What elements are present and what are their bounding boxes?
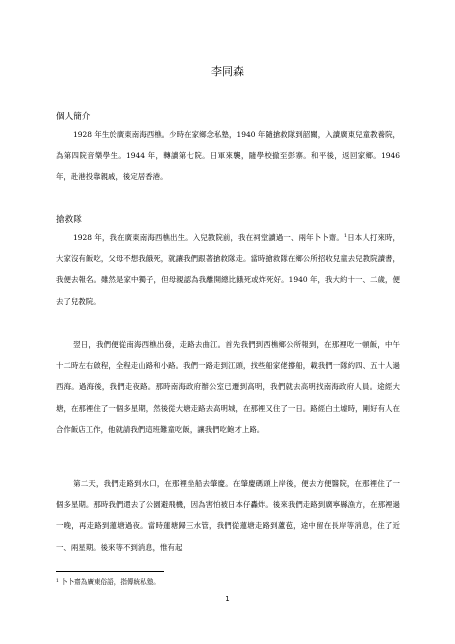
footnote-text: 卜卜齋為廣東俗語，指傳統私塾。 bbox=[60, 578, 160, 586]
section-heading-rescue-team: 搶救隊 bbox=[56, 215, 82, 225]
rescue-paragraph-1 bbox=[56, 227, 400, 312]
footnote-separator bbox=[56, 571, 164, 572]
page-number: 1 bbox=[225, 595, 230, 603]
footnote-reference[interactable]: 1 bbox=[343, 233, 348, 239]
profile-paragraph bbox=[56, 124, 400, 188]
rescue-paragraph-1-text-cont: 日本人打來時，大家沒有飯吃，父母不想我餓死，就讓我們跟著搶救隊走。當時搶救隊在鄉公所招收兒童去兒教院讀書，我便去報名。雖然是家中獨子，但母親認為我離開總比餓死或炸死好。1940 年，我大約十一、二歲，便去了兒教院。 bbox=[56, 233, 400, 306]
rescue-paragraph-3-text: 第二天，我們走路到水口，在那裡坐船去肇慶。在肇慶碼頭上岸後，便去方便醫院，在那裡住了一個多星期。那時我們還去了公園避飛機，因為害怕被日本仔轟炸。後來我們走路到廣寧縣漁方，在那裡過一晚，再走路到蓮塘過夜。當時蓮塘歸三水管，我們從蓮塘走路到蘆苞，途中留在長岸等消息，住了近一、兩星期。後來等不到消息，惟有起 bbox=[56, 479, 400, 552]
profile-paragraph-text: 1928 年生於廣東南海西樵。少時在家鄉念私塾，1940 年隨搶救隊到韶關，入讀廣東兒童教養院，為第四院音樂學生。1944 年，轉讀第七院。日軍來襲，隨學校撤至彭寨。和平後，返回家鄉。1946 年，赴港投靠親戚，後定居香港。 bbox=[56, 130, 400, 182]
page-title: 李同森 bbox=[211, 65, 244, 78]
rescue-paragraph-1-text: 1928 年，我在廣東南海西樵出生。入兒教院前，我在祠堂讀過一、兩年卜卜齋。 bbox=[73, 233, 344, 242]
rescue-paragraph-3 bbox=[56, 473, 400, 558]
rescue-paragraph-2 bbox=[56, 334, 400, 440]
footnote-marker: 1 bbox=[56, 579, 59, 584]
footnote bbox=[56, 576, 160, 586]
rescue-paragraph-2-text: 翌日，我們便從南海西樵出發，走路去曲江。首先我們到西樵鄉公所報到，在那裡吃一頓飯，中午十二時左右啟程，全程走山路和小路。我們一路走到江頭，找些船家佬撐船，載我們一隊約四、五十人過西海。過海後，我們走夜路。那時南海政府辦公室已遷到高明，我們就去高明找南海政府人員。途經大塘，在那裡住了一個多星期，然後從大塘走路去高明城，在那裡又住了一日。路經白土墟時，剛好有人在合作飯店工作，他就請我們這班難童吃飯，讓我們吃飽才上路。 bbox=[56, 340, 400, 434]
section-heading-profile: 個人簡介 bbox=[56, 112, 91, 122]
